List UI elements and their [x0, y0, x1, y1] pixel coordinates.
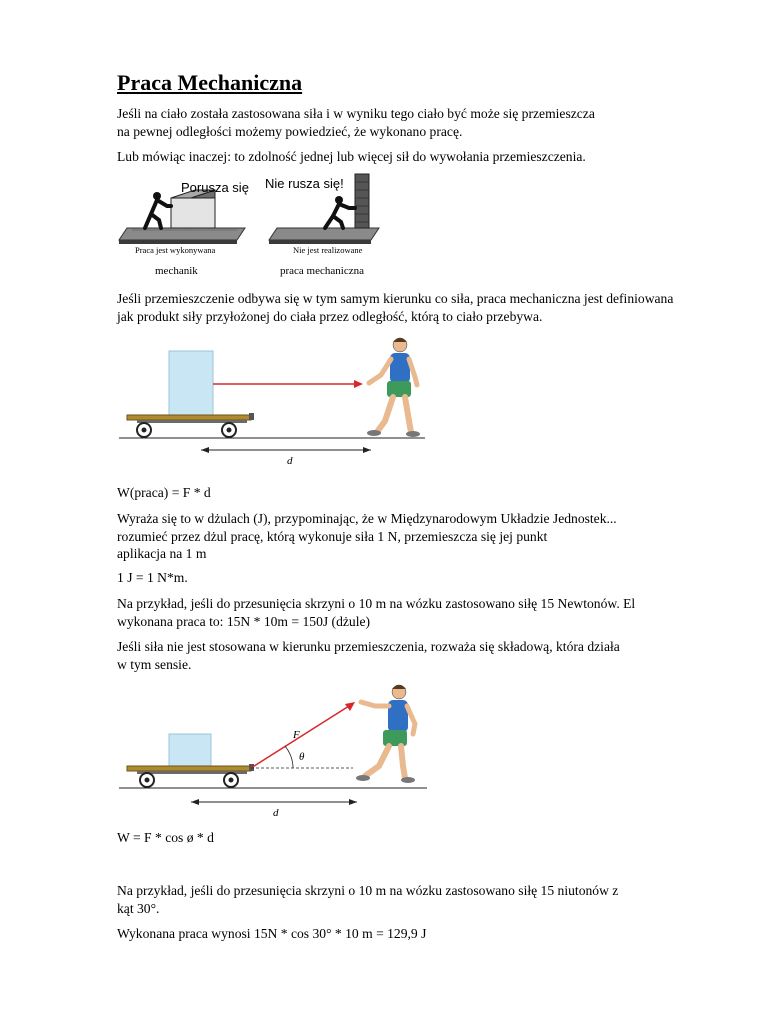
boy-figure [356, 685, 415, 783]
label-not-moving: Nie rusza się! [265, 176, 344, 191]
cart-deck [127, 766, 251, 771]
distance-label: d [287, 455, 293, 467]
example-angled: Na przykład, jeśli do przesunięcia skrzyni o 10 m na wózku zastosowano siłę 15 niutonów z kąt 30°. [117, 883, 619, 916]
alt-definition: Lub mówiąc inaczej: to zdolność jednej lub więcej sił do wywołania przemieszczenia. [117, 149, 586, 164]
label-moves: Porusza się [181, 180, 249, 195]
angle-paragraph: Jeśli siła nie jest stosowana w kierunku przemieszczenia, rozważa się składową, która działa w tym sensie. [117, 639, 620, 672]
joule-equation: 1 J = 1 N*m. [117, 570, 188, 585]
caption-mechanic: mechanik [155, 265, 198, 277]
intro-paragraph: Jeśli na ciało została zastosowana siła i w wyniku tego ciało być może się przemieszcza na pewnej odległości możemy powiedzieć, że wykonano pracę. [117, 106, 595, 139]
result-line: Wykonana praca wynosi 15N * cos 30° * 10 m = 129,9 J [117, 926, 427, 941]
distance-label: d [273, 807, 279, 819]
page-title: Praca Mechaniczna [117, 70, 303, 95]
caption-work-done-small: Praca jest wykonywana [135, 245, 216, 255]
formula-work: W(praca) = F * d [117, 485, 211, 500]
example-straight: Na przykład, jeśli do przesunięcia skrzyni o 10 m na wózku zastosowano siłę 15 Newtonów. El wykonana praca to: 15N * 10m = 150J (dżule) [117, 596, 636, 629]
caption-mechanical-work: praca mechaniczna [280, 265, 364, 277]
caption-not-done-small: Nie jest realizowane [293, 245, 363, 255]
figure-straight-pull [117, 333, 437, 473]
joule-paragraph: Wyraża się to w dżulach (J), przypominając, że w Międzynarodowym Układzie Jednostek... rozumieć przez dżul pracę, którą wykonuje siła 1 N, przemieszcza się jej punkt aplikacja na 1 m [117, 511, 617, 561]
figure-angled-pull [117, 680, 437, 820]
definition-paragraph: Jeśli przemieszczenie odbywa się w tym samym kierunku co siła, praca mechaniczna jest definiowana jak produkt siły przyłożonej do ciała przez odległość, którą to ciało przebywa. [117, 291, 674, 324]
boy-figure [367, 338, 420, 437]
formula-work-angle: W = F * cos ø * d [117, 830, 214, 845]
crate [169, 351, 213, 416]
angle-label: θ [299, 751, 305, 763]
crate [169, 734, 211, 766]
force-label: F [293, 729, 300, 741]
figure-push-comparison [117, 170, 397, 278]
cart-deck [127, 415, 251, 420]
